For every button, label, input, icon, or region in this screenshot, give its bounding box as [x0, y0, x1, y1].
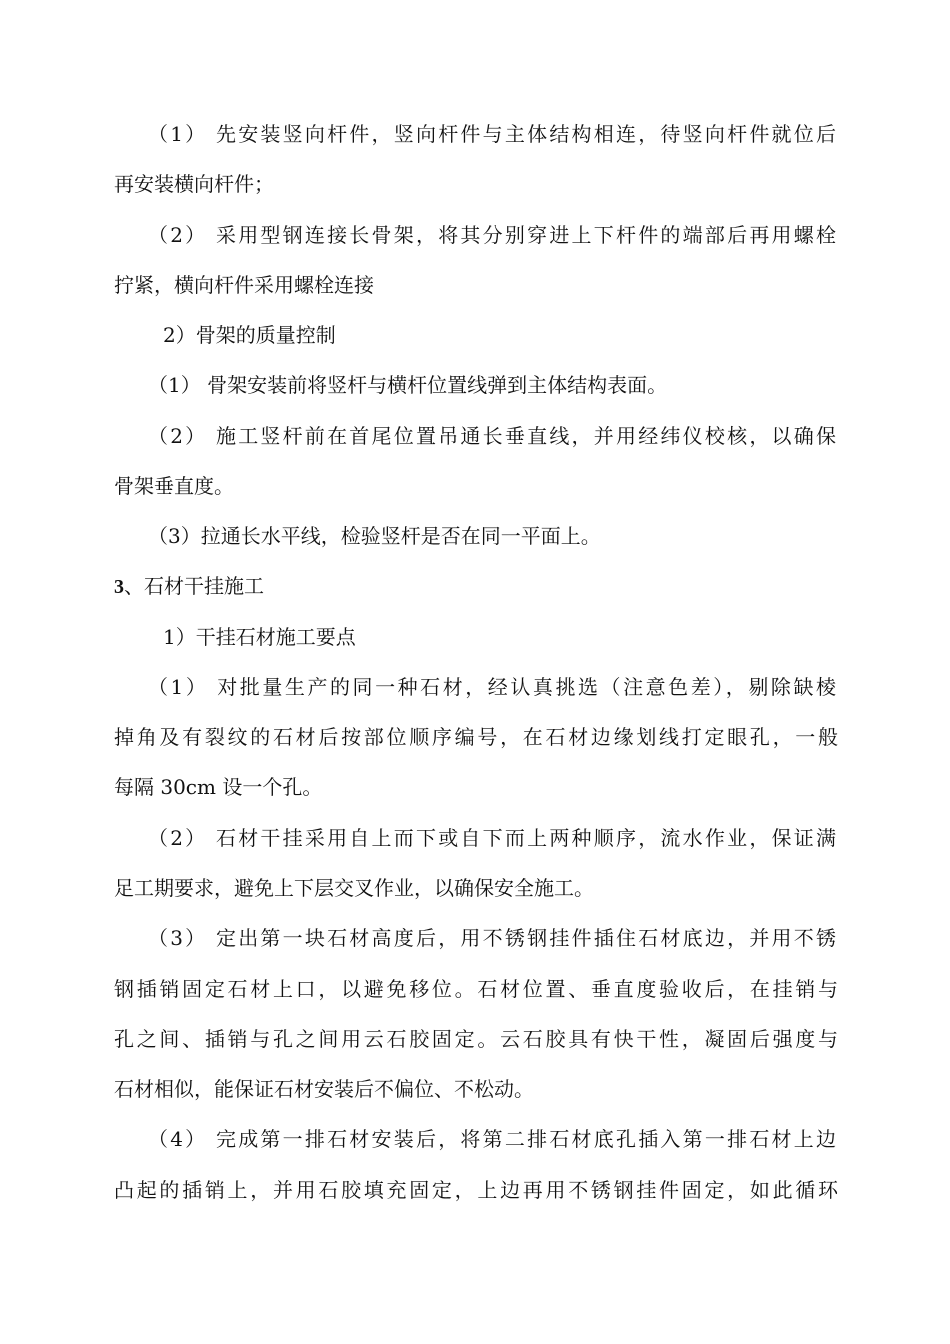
paragraph-line: （1） 对批量生产的同一种石材，经认真挑选（注意色差），剔除缺棱 [148, 675, 836, 699]
paragraph-line: 钢插销固定石材上口，以避免移位。石材位置、垂直度验收后，在挂销与 [114, 977, 838, 1001]
paragraph-line: （3）拉通长水平线，检验竖杆是否在同一平面上。 [148, 524, 601, 548]
paragraph-line: （2） 采用型钢连接长骨架，将其分别穿进上下杆件的端部后再用螺栓 [148, 223, 836, 247]
section-title: 、石材干挂施工 [124, 574, 264, 598]
paragraph-line: 孔之间、插销与孔之间用云石胶固定。云石胶具有快干性，凝固后强度与 [114, 1027, 838, 1051]
paragraph-line: 每隔 30cm 设一个孔。 [114, 775, 323, 799]
subsection-heading: 1）干挂石材施工要点 [163, 625, 356, 649]
paragraph-line: 再安装横向杆件； [114, 172, 274, 196]
paragraph-line: （2） 施工竖杆前在首尾位置吊通长垂直线，并用经纬仪校核，以确保 [148, 424, 836, 448]
paragraph-line: （3） 定出第一块石材高度后，用不锈钢挂件插住石材底边，并用不锈 [148, 926, 836, 950]
paragraph-line: （2） 石材干挂采用自上而下或自下而上两种顺序，流水作业，保证满 [148, 826, 836, 850]
paragraph-line: 拧紧，横向杆件采用螺栓连接 [114, 273, 374, 297]
paragraph-line: 骨架垂直度。 [114, 474, 234, 498]
paragraph-line: 掉角及有裂纹的石材后按部位顺序编号，在石材边缘划线打定眼孔，一般 [114, 725, 838, 749]
paragraph-line: 凸起的插销上，并用石胶填充固定，上边再用不锈钢挂件固定，如此循环 [114, 1178, 838, 1202]
section-number: 3 [114, 576, 124, 598]
paragraph-line: 石材相似，能保证石材安装后不偏位、不松动。 [114, 1077, 534, 1101]
section-heading [114, 573, 264, 600]
paragraph-line: 足工期要求，避免上下层交叉作业，以确保安全施工。 [114, 876, 594, 900]
subsection-heading: 2）骨架的质量控制 [163, 323, 336, 347]
paragraph-line: （4） 完成第一排石材安装后，将第二排石材底孔插入第一排石材上边 [148, 1127, 836, 1151]
paragraph-line: （1） 先安装竖向杆件，竖向杆件与主体结构相连，待竖向杆件就位后 [148, 122, 836, 146]
paragraph-line: （1） 骨架安装前将竖杆与横杆位置线弹到主体结构表面。 [148, 373, 668, 397]
